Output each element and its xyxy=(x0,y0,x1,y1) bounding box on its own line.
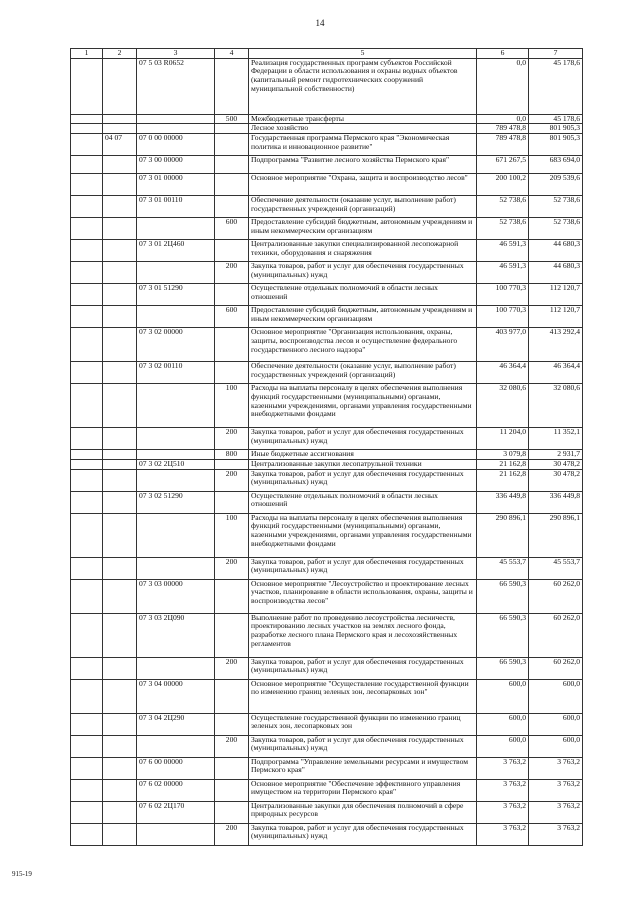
target-article-cell: 07 3 01 00000 xyxy=(137,174,215,196)
subsection-code-cell xyxy=(103,428,137,450)
subsection-code-cell xyxy=(103,328,137,362)
description-cell: Основное мероприятие "Лесоустройство и проектирование лесных участков, планирование в области использования, охраны, защиты и воспроизводства лесов" xyxy=(249,579,477,613)
section-code-cell xyxy=(71,156,103,174)
description-cell: Реализация государственных программ субъектов Российской Федерации в области использования и охраны водных объектов (капитальный ремонт гидротехнических сооружений муниципальной собственности) xyxy=(249,58,477,114)
section-code-cell xyxy=(71,579,103,613)
table-row xyxy=(71,362,583,384)
amount-year2-cell: 3 763,2 xyxy=(529,779,583,801)
amount-year1-cell: 100 770,3 xyxy=(477,284,529,306)
expense-type-cell: 800 xyxy=(215,450,249,460)
amount-year1-cell: 0,0 xyxy=(477,114,529,124)
subsection-code-cell xyxy=(103,613,137,657)
expense-type-cell xyxy=(215,613,249,657)
expense-type-cell xyxy=(215,757,249,779)
target-article-cell: 07 3 02 51290 xyxy=(137,491,215,513)
description-cell: Основное мероприятие "Организация использования, охраны, защиты, воспроизводства лесов и осуществление федерального государственного лесного надзора" xyxy=(249,328,477,362)
amount-year2-cell: 683 694,0 xyxy=(529,156,583,174)
expense-type-cell: 200 xyxy=(215,428,249,450)
target-article-cell xyxy=(137,306,215,328)
amount-year2-cell: 60 262,0 xyxy=(529,579,583,613)
amount-year2-cell: 45 553,7 xyxy=(529,557,583,579)
target-article-cell xyxy=(137,428,215,450)
table-row xyxy=(71,491,583,513)
description-cell: Подпрограмма "Развитие лесного хозяйства Пермского края" xyxy=(249,156,477,174)
table-row xyxy=(71,306,583,328)
table-row xyxy=(71,679,583,713)
amount-year2-cell: 60 262,0 xyxy=(529,657,583,679)
amount-year2-cell: 52 738,6 xyxy=(529,196,583,218)
table-row xyxy=(71,450,583,460)
table-row xyxy=(71,218,583,240)
subsection-code-cell xyxy=(103,469,137,491)
description-cell: Закупка товаров, работ и услуг для обеспечения государственных (муниципальных) нужд xyxy=(249,469,477,491)
table-row xyxy=(71,713,583,735)
description-cell: Централизованные закупки специализированной лесопожарной техники, оборудования и снаряжения xyxy=(249,240,477,262)
amount-year1-cell: 46 364,4 xyxy=(477,362,529,384)
section-code-cell xyxy=(71,679,103,713)
amount-year2-cell: 30 478,2 xyxy=(529,469,583,491)
target-article-cell: 07 0 00 00000 xyxy=(137,134,215,156)
section-code-cell xyxy=(71,557,103,579)
column-header: 4 xyxy=(215,49,249,59)
amount-year1-cell: 66 590,3 xyxy=(477,657,529,679)
section-code-cell xyxy=(71,613,103,657)
expense-type-cell xyxy=(215,240,249,262)
amount-year2-cell: 45 178,6 xyxy=(529,58,583,114)
amount-year2-cell: 112 120,7 xyxy=(529,284,583,306)
subsection-code-cell xyxy=(103,174,137,196)
table-row xyxy=(71,801,583,823)
description-cell: Закупка товаров, работ и услуг для обеспечения государственных (муниципальных) нужд xyxy=(249,735,477,757)
section-code-cell xyxy=(71,58,103,114)
table-row xyxy=(71,735,583,757)
expense-type-cell: 500 xyxy=(215,114,249,124)
document-code: 915-19 xyxy=(12,870,32,878)
target-article-cell: 07 3 02 00000 xyxy=(137,328,215,362)
description-cell: Централизованные закупки лесопатрульной техники xyxy=(249,459,477,469)
amount-year2-cell: 2 931,7 xyxy=(529,450,583,460)
expense-type-cell: 600 xyxy=(215,306,249,328)
column-header: 7 xyxy=(529,49,583,59)
amount-year2-cell: 336 449,8 xyxy=(529,491,583,513)
table-row xyxy=(71,114,583,124)
amount-year2-cell: 3 763,2 xyxy=(529,823,583,845)
expense-type-cell: 200 xyxy=(215,262,249,284)
section-code-cell xyxy=(71,801,103,823)
subsection-code-cell xyxy=(103,114,137,124)
table-row xyxy=(71,240,583,262)
target-article-cell xyxy=(137,657,215,679)
expense-type-cell xyxy=(215,491,249,513)
column-header: 2 xyxy=(103,49,137,59)
section-code-cell xyxy=(71,174,103,196)
page-number: 14 xyxy=(315,18,325,28)
amount-year2-cell: 3 763,2 xyxy=(529,757,583,779)
section-code-cell xyxy=(71,384,103,428)
amount-year1-cell: 0,0 xyxy=(477,58,529,114)
target-article-cell: 07 3 01 00110 xyxy=(137,196,215,218)
subsection-code-cell xyxy=(103,459,137,469)
amount-year2-cell: 30 478,2 xyxy=(529,459,583,469)
amount-year2-cell: 801 905,3 xyxy=(529,134,583,156)
amount-year2-cell: 290 896,1 xyxy=(529,513,583,557)
subsection-code-cell xyxy=(103,823,137,845)
amount-year1-cell: 600,0 xyxy=(477,679,529,713)
description-cell: Осуществление отдельных полномочий в области лесных отношений xyxy=(249,284,477,306)
section-code-cell xyxy=(71,262,103,284)
amount-year1-cell: 789 478,8 xyxy=(477,124,529,134)
table-row xyxy=(71,757,583,779)
subsection-code-cell xyxy=(103,679,137,713)
amount-year1-cell: 600,0 xyxy=(477,713,529,735)
amount-year1-cell: 52 738,6 xyxy=(477,196,529,218)
description-cell: Лесное хозяйство xyxy=(249,124,477,134)
amount-year2-cell: 3 763,2 xyxy=(529,801,583,823)
description-cell: Закупка товаров, работ и услуг для обеспечения государственных (муниципальных) нужд xyxy=(249,428,477,450)
target-article-cell xyxy=(137,823,215,845)
subsection-code-cell xyxy=(103,735,137,757)
subsection-code-cell xyxy=(103,557,137,579)
amount-year1-cell: 66 590,3 xyxy=(477,579,529,613)
column-header: 5 xyxy=(249,49,477,59)
amount-year1-cell: 403 977,0 xyxy=(477,328,529,362)
subsection-code-cell xyxy=(103,262,137,284)
table-row xyxy=(71,459,583,469)
description-cell: Основное мероприятие "Осуществление государственной функции по изменению границ зеленых зон, лесопарковых зон" xyxy=(249,679,477,713)
target-article-cell xyxy=(137,450,215,460)
description-cell: Осуществление отдельных полномочий в области лесных отношений xyxy=(249,491,477,513)
amount-year1-cell: 3 763,2 xyxy=(477,757,529,779)
table-row xyxy=(71,196,583,218)
amount-year1-cell: 200 100,2 xyxy=(477,174,529,196)
description-cell: Централизованные закупки для обеспечения полномочий в сфере природных ресурсов xyxy=(249,801,477,823)
table-row xyxy=(71,779,583,801)
amount-year2-cell: 801 905,3 xyxy=(529,124,583,134)
target-article-cell xyxy=(137,469,215,491)
table-row xyxy=(71,174,583,196)
expense-type-cell xyxy=(215,156,249,174)
target-article-cell: 07 6 00 00000 xyxy=(137,757,215,779)
section-code-cell xyxy=(71,713,103,735)
description-cell: Межбюджетные трансферты xyxy=(249,114,477,124)
table-row xyxy=(71,579,583,613)
section-code-cell xyxy=(71,779,103,801)
description-cell: Закупка товаров, работ и услуг для обеспечения государственных (муниципальных) нужд xyxy=(249,823,477,845)
amount-year2-cell: 112 120,7 xyxy=(529,306,583,328)
description-cell: Предоставление субсидий бюджетным, автономным учреждениям и иным некоммерческим организациям xyxy=(249,306,477,328)
target-article-cell xyxy=(137,262,215,284)
target-article-cell xyxy=(137,735,215,757)
column-header: 6 xyxy=(477,49,529,59)
target-article-cell: 07 6 02 00000 xyxy=(137,779,215,801)
table-row xyxy=(71,384,583,428)
section-code-cell xyxy=(71,735,103,757)
expense-type-cell: 200 xyxy=(215,657,249,679)
expense-type-cell xyxy=(215,801,249,823)
expense-type-cell xyxy=(215,362,249,384)
section-code-cell xyxy=(71,240,103,262)
table-row xyxy=(71,469,583,491)
description-cell: Подпрограмма "Управление земельными ресурсами и имуществом Пермского края" xyxy=(249,757,477,779)
description-cell: Государственная программа Пермского края "Экономическая политика и инновационное развитие" xyxy=(249,134,477,156)
target-article-cell xyxy=(137,124,215,134)
budget-table xyxy=(70,48,583,846)
subsection-code-cell xyxy=(103,450,137,460)
amount-year1-cell: 66 590,3 xyxy=(477,613,529,657)
subsection-code-cell xyxy=(103,579,137,613)
column-header: 3 xyxy=(137,49,215,59)
amount-year2-cell: 46 364,4 xyxy=(529,362,583,384)
table-row xyxy=(71,156,583,174)
expense-type-cell: 200 xyxy=(215,469,249,491)
subsection-code-cell xyxy=(103,801,137,823)
target-article-cell: 07 3 02 2Ц510 xyxy=(137,459,215,469)
expense-type-cell xyxy=(215,196,249,218)
description-cell: Закупка товаров, работ и услуг для обеспечения государственных (муниципальных) нужд xyxy=(249,557,477,579)
target-article-cell: 07 3 04 00000 xyxy=(137,679,215,713)
subsection-code-cell xyxy=(103,384,137,428)
subsection-code-cell xyxy=(103,657,137,679)
subsection-code-cell xyxy=(103,196,137,218)
expense-type-cell: 600 xyxy=(215,218,249,240)
amount-year1-cell: 100 770,3 xyxy=(477,306,529,328)
subsection-code-cell xyxy=(103,284,137,306)
expense-type-cell xyxy=(215,679,249,713)
amount-year2-cell: 44 680,3 xyxy=(529,240,583,262)
amount-year2-cell: 60 262,0 xyxy=(529,613,583,657)
amount-year2-cell: 600,0 xyxy=(529,713,583,735)
expense-type-cell xyxy=(215,134,249,156)
description-cell: Основное мероприятие "Обеспечение эффективного управления имуществом на территории Пермского края" xyxy=(249,779,477,801)
section-code-cell xyxy=(71,823,103,845)
expense-type-cell xyxy=(215,58,249,114)
target-article-cell: 07 3 01 2Ц460 xyxy=(137,240,215,262)
expense-type-cell xyxy=(215,328,249,362)
subsection-code-cell xyxy=(103,156,137,174)
expense-type-cell xyxy=(215,779,249,801)
description-cell: Обеспечение деятельности (оказание услуг, выполнение работ) государственных учреждений (организаций) xyxy=(249,362,477,384)
amount-year1-cell: 45 553,7 xyxy=(477,557,529,579)
target-article-cell: 07 3 03 00000 xyxy=(137,579,215,613)
section-code-cell xyxy=(71,196,103,218)
table-row xyxy=(71,58,583,114)
table-row xyxy=(71,657,583,679)
amount-year1-cell: 671 267,5 xyxy=(477,156,529,174)
expense-type-cell xyxy=(215,174,249,196)
description-cell: Предоставление субсидий бюджетным, автономным учреждениям и иным некоммерческим организациям xyxy=(249,218,477,240)
table-row xyxy=(71,284,583,306)
section-code-cell xyxy=(71,657,103,679)
amount-year2-cell: 32 080,6 xyxy=(529,384,583,428)
subsection-code-cell xyxy=(103,491,137,513)
amount-year2-cell: 44 680,3 xyxy=(529,262,583,284)
amount-year2-cell: 600,0 xyxy=(529,735,583,757)
table-row xyxy=(71,124,583,134)
column-header: 1 xyxy=(71,49,103,59)
amount-year1-cell: 32 080,6 xyxy=(477,384,529,428)
table-row xyxy=(71,513,583,557)
section-code-cell xyxy=(71,134,103,156)
expense-type-cell: 200 xyxy=(215,557,249,579)
amount-year1-cell: 46 591,3 xyxy=(477,262,529,284)
description-cell: Основное мероприятие "Охрана, защита и воспроизводство лесов" xyxy=(249,174,477,196)
subsection-code-cell xyxy=(103,713,137,735)
subsection-code-cell xyxy=(103,306,137,328)
amount-year1-cell: 789 478,8 xyxy=(477,134,529,156)
amount-year2-cell: 413 292,4 xyxy=(529,328,583,362)
target-article-cell: 07 3 02 00110 xyxy=(137,362,215,384)
table-row xyxy=(71,328,583,362)
section-code-cell xyxy=(71,306,103,328)
expense-type-cell: 200 xyxy=(215,823,249,845)
section-code-cell xyxy=(71,491,103,513)
amount-year2-cell: 11 352,1 xyxy=(529,428,583,450)
expense-type-cell xyxy=(215,579,249,613)
amount-year1-cell: 3 079,8 xyxy=(477,450,529,460)
expense-type-cell xyxy=(215,713,249,735)
section-code-cell xyxy=(71,469,103,491)
expense-type-cell xyxy=(215,124,249,134)
section-code-cell xyxy=(71,362,103,384)
section-code-cell xyxy=(71,328,103,362)
amount-year1-cell: 46 591,3 xyxy=(477,240,529,262)
target-article-cell xyxy=(137,384,215,428)
table-row xyxy=(71,823,583,845)
target-article-cell xyxy=(137,557,215,579)
amount-year1-cell: 336 449,8 xyxy=(477,491,529,513)
description-cell: Расходы на выплаты персоналу в целях обеспечения выполнения функций государственными (муниципальными) органами, казенными учреждениями, органами управления государственными внебюджетными фондами xyxy=(249,513,477,557)
section-code-cell xyxy=(71,114,103,124)
description-cell: Обеспечение деятельности (оказание услуг, выполнение работ) государственных учреждений (организаций) xyxy=(249,196,477,218)
description-cell: Закупка товаров, работ и услуг для обеспечения государственных (муниципальных) нужд xyxy=(249,262,477,284)
subsection-code-cell xyxy=(103,124,137,134)
amount-year1-cell: 21 162,8 xyxy=(477,459,529,469)
subsection-code-cell xyxy=(103,757,137,779)
section-code-cell xyxy=(71,459,103,469)
amount-year1-cell: 21 162,8 xyxy=(477,469,529,491)
target-article-cell xyxy=(137,218,215,240)
subsection-code-cell xyxy=(103,240,137,262)
amount-year1-cell: 11 204,0 xyxy=(477,428,529,450)
amount-year1-cell: 3 763,2 xyxy=(477,823,529,845)
section-code-cell xyxy=(71,124,103,134)
description-cell: Выполнение работ по проведению лесоустройства лесничеств, проектированию лесных участков на землях лесного фонда, разработке лесного плана Пермского края и лесохозяйственных регламентов xyxy=(249,613,477,657)
section-code-cell xyxy=(71,218,103,240)
description-cell: Закупка товаров, работ и услуг для обеспечения государственных (муниципальных) нужд xyxy=(249,657,477,679)
target-article-cell: 07 6 02 2Ц170 xyxy=(137,801,215,823)
table-row xyxy=(71,613,583,657)
target-article-cell: 07 3 00 00000 xyxy=(137,156,215,174)
section-code-cell xyxy=(71,513,103,557)
subsection-code-cell xyxy=(103,58,137,114)
amount-year1-cell: 3 763,2 xyxy=(477,779,529,801)
amount-year2-cell: 45 178,6 xyxy=(529,114,583,124)
section-code-cell xyxy=(71,284,103,306)
subsection-code-cell xyxy=(103,779,137,801)
target-article-cell xyxy=(137,114,215,124)
amount-year1-cell: 290 896,1 xyxy=(477,513,529,557)
section-code-cell xyxy=(71,450,103,460)
amount-year2-cell: 52 738,6 xyxy=(529,218,583,240)
description-cell: Расходы на выплаты персоналу в целях обеспечения выполнения функций государственными (муниципальными) органами, казенными учреждениями, органами управления государственными внебюджетными фондами xyxy=(249,384,477,428)
expense-type-cell xyxy=(215,459,249,469)
section-code-cell xyxy=(71,757,103,779)
amount-year2-cell: 600,0 xyxy=(529,679,583,713)
subsection-code-cell xyxy=(103,513,137,557)
target-article-cell: 07 3 01 51290 xyxy=(137,284,215,306)
subsection-code-cell xyxy=(103,218,137,240)
expense-type-cell: 200 xyxy=(215,735,249,757)
target-article-cell: 07 3 04 2Ц290 xyxy=(137,713,215,735)
section-code-cell xyxy=(71,428,103,450)
expense-type-cell xyxy=(215,284,249,306)
expense-type-cell: 100 xyxy=(215,513,249,557)
amount-year1-cell: 3 763,2 xyxy=(477,801,529,823)
target-article-cell xyxy=(137,513,215,557)
table-header-row xyxy=(71,49,583,59)
description-cell: Иные бюджетные ассигнования xyxy=(249,450,477,460)
table-row xyxy=(71,262,583,284)
table-row xyxy=(71,134,583,156)
target-article-cell: 07 3 03 2Ц090 xyxy=(137,613,215,657)
description-cell: Осуществление государственной функции по изменению границ зеленых зон, лесопарковых зон xyxy=(249,713,477,735)
amount-year2-cell: 209 539,6 xyxy=(529,174,583,196)
subsection-code-cell xyxy=(103,362,137,384)
table-row xyxy=(71,428,583,450)
expense-type-cell: 100 xyxy=(215,384,249,428)
subsection-code-cell: 04 07 xyxy=(103,134,137,156)
amount-year1-cell: 600,0 xyxy=(477,735,529,757)
target-article-cell: 07 5 03 R0652 xyxy=(137,58,215,114)
amount-year1-cell: 52 738,6 xyxy=(477,218,529,240)
table-row xyxy=(71,557,583,579)
